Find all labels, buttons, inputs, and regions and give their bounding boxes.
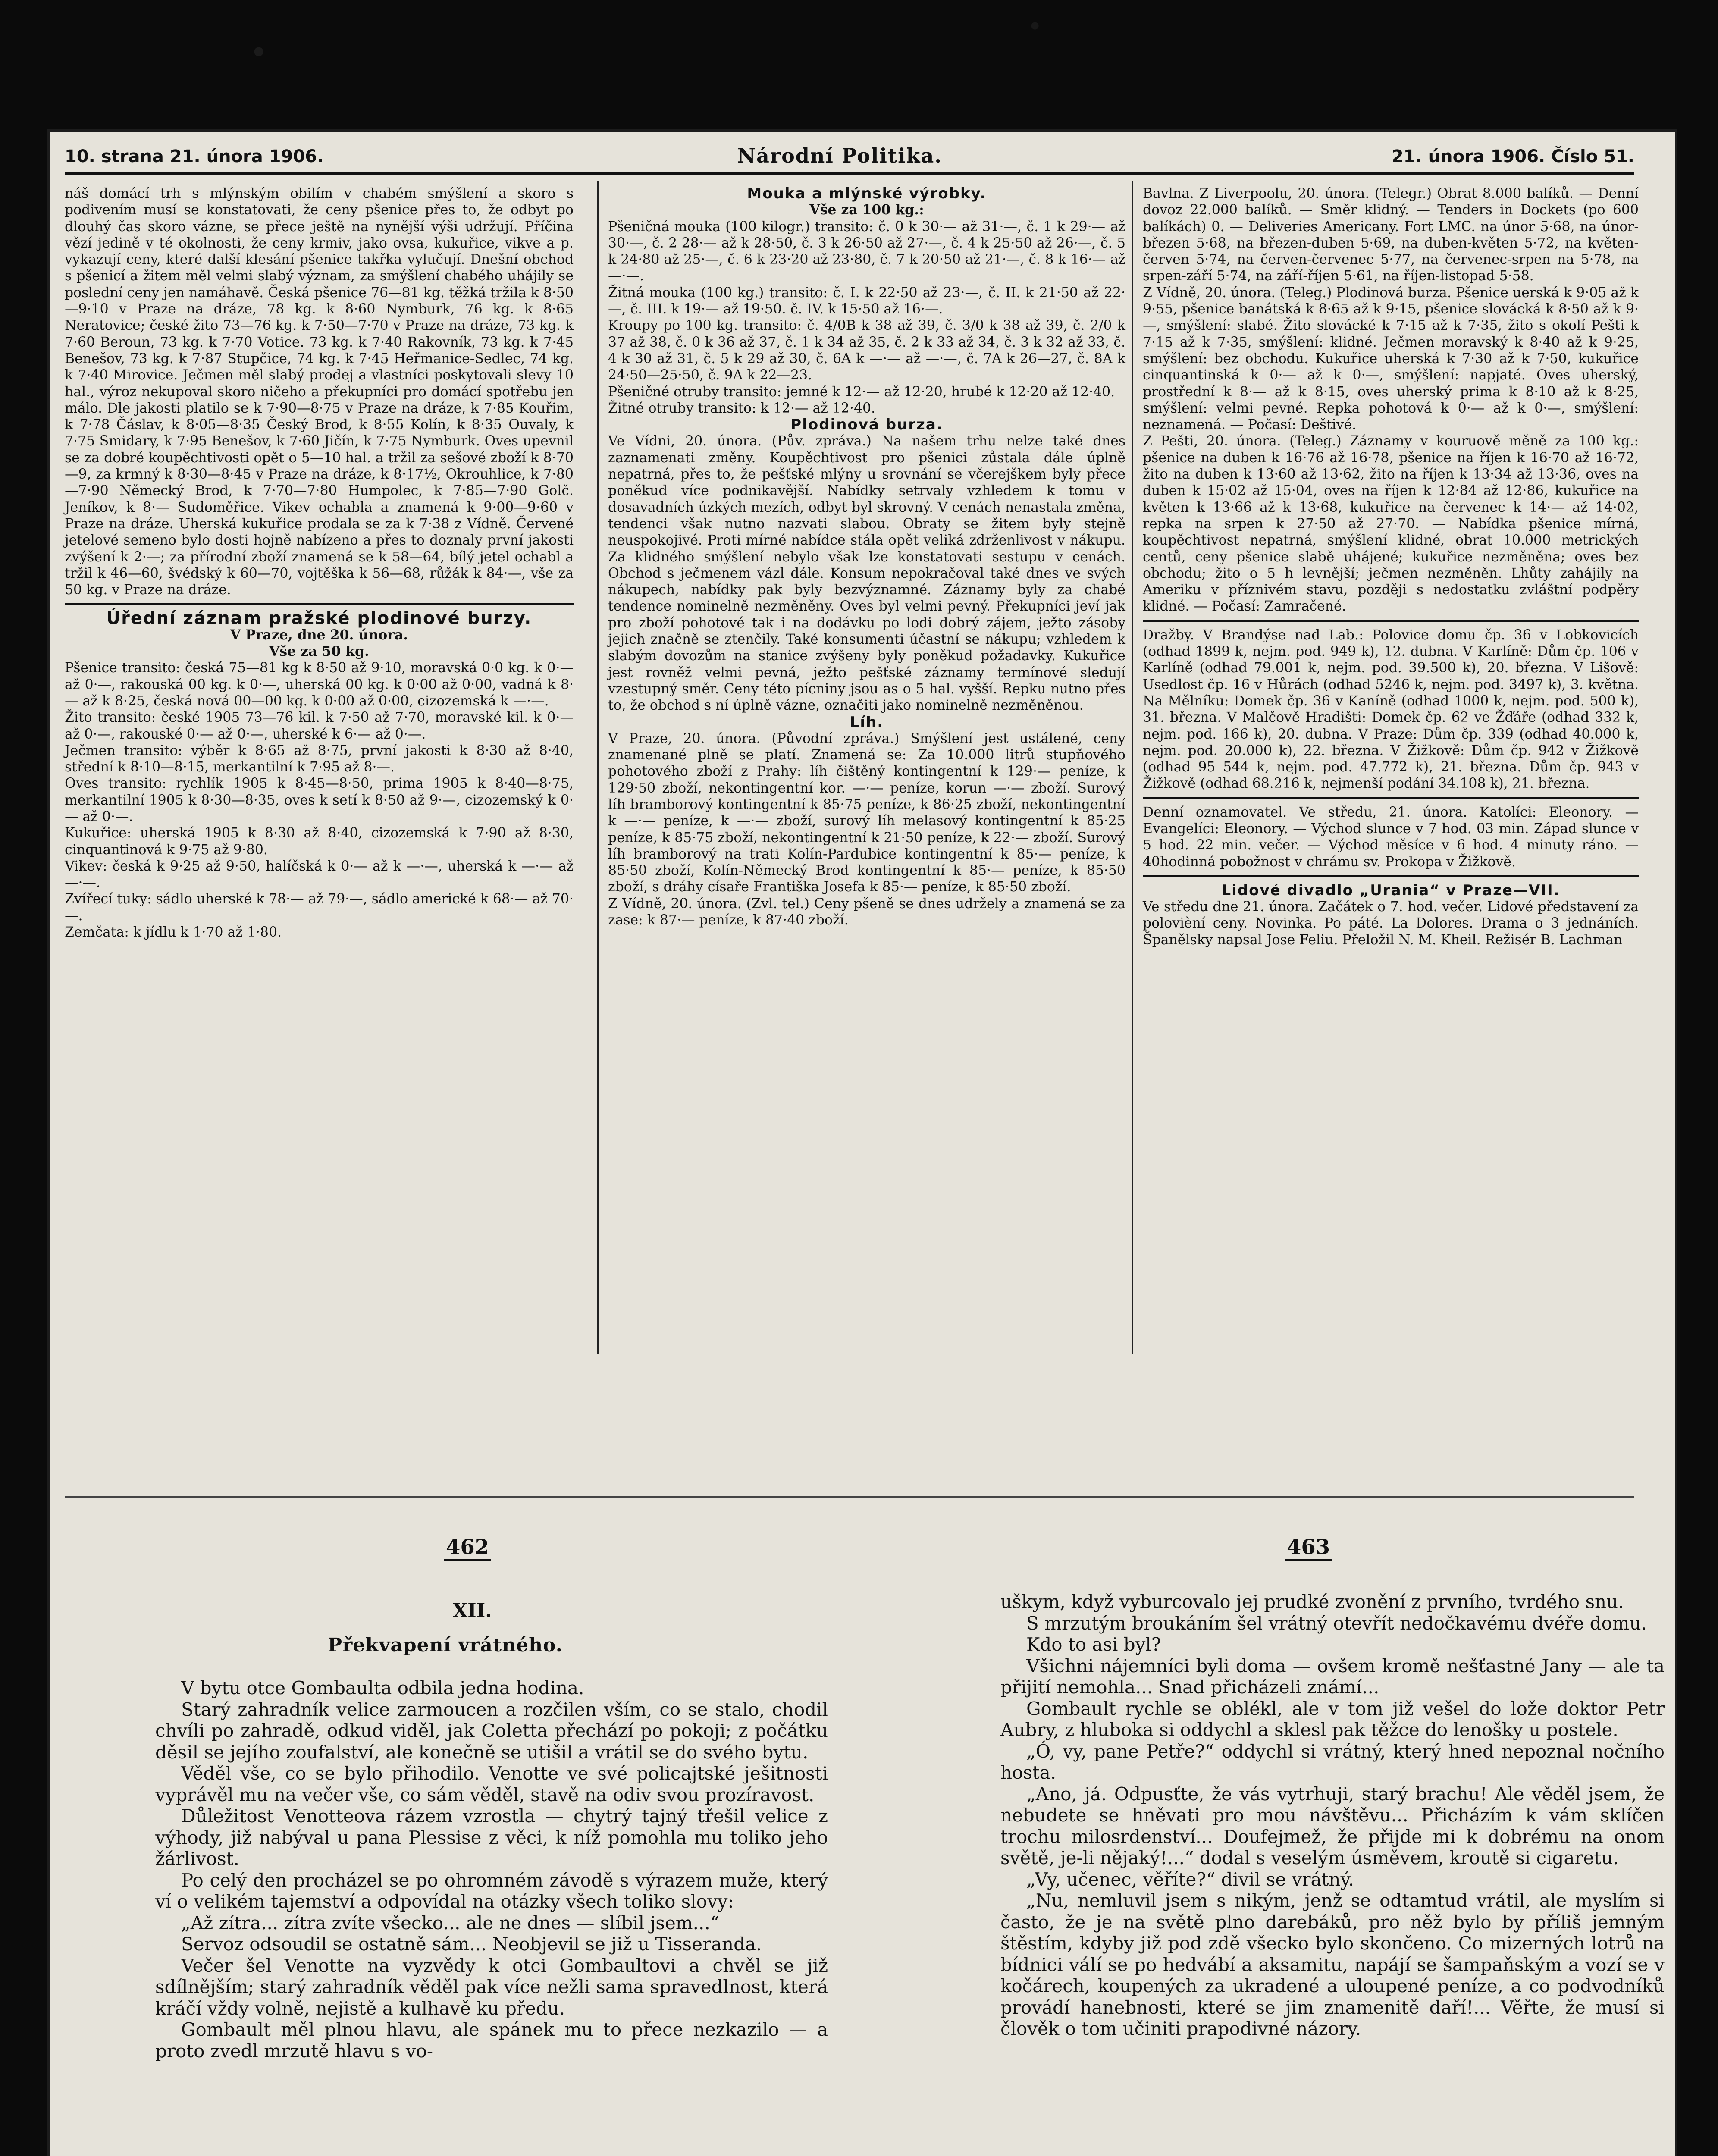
novel-paragraph: Důležitost Venotteova rázem vzrostla — chytrý tajný třešil velice z výhody, již nabýval u pana Plessise z věci, k níž pomohla mu toliko jeho žárlivost. — [155, 1805, 828, 1869]
divider — [1143, 875, 1639, 877]
page-number-right: 463 — [1285, 1535, 1332, 1561]
market-paragraph: Bavlna. Z Liverpoolu, 20. února. (Telegr.) Obrat 8.000 balíků. — Denní dovoz 22.000 balíků. — Směr klidný. — Tenders in Dockets (po 600 balíkách) 0. — Deliveries Americany. Fort LMC. na únor 5·68, na únor-březen 5·68, na březen-duben 5·69, na duben-květen 5·72, na květen-červen 5·74, na červen-červenec 5·77, na červenec-srpen na 5·78, na srpen-září 5·74, na září-říjen 5·61, na říjen-listopad 5·58. — [1143, 186, 1639, 284]
page-header — [65, 144, 1634, 175]
price-paragraph: Žitné otruby transito: k 12·— až 12·40. — [608, 400, 876, 416]
column-rule — [597, 181, 599, 1354]
section-heading: Líh. — [850, 713, 884, 731]
price-paragraph: Pšenice transito: česká 75—81 kg k 8·50 až 9·10, moravská 0·0 kg. k 0·— až 0·—, rakouská 00 kg. k 0·—, uherská 00 kg. k 0·00 až 0·00, vadná k 8·— až k 8·25, česká nová 00—00 kg. k 0·00 až 0·00, cizozemská k —·—. — [65, 660, 574, 709]
price-paragraph: Oves transito: rychlík 1905 k 8·45—8·50, prima 1905 k 8·40—8·75, merkantilní 1905 k 8·30—8·35, oves k setí k 8·50 až 9·—, cizozemský k 0·— až 0·—. — [65, 776, 574, 824]
novel-page-left — [155, 1677, 828, 2062]
masthead: Národní Politika. — [737, 144, 943, 167]
dateline: V Praze, dne 20. února. — [230, 627, 408, 643]
auctions-paragraph: Dražby. V Brandýse nad Lab.: Polovice domu čp. 36 v Lobkovicích (odhad 1899 k, nejm. pod. 949 k), 12. dubna. V Karlíně: Dům čp. 106 v Karlíně (odhad 79.001 k, nejm. pod. 39.500 k), 20. března. V Lišově: Usedlost čp. 16 v Hůrách (odhad 5246 k, nejm. pod. 3497 k), 3. května. Na Mělníku: Domek čp. 36 v Kaníně (odhad 1000 k, nejm. pod. 500 k), 31. března. V Malčově Hradišti: Domek čp. 62 ve Žďáře (odhad 332 k, nejm. pod. 166 k), 20. dubna. V Praze: Dům čp. 339 (odhad 40.000 k, nejm. pod. 20.000 k), 22. března. V Žižkově: Dům čp. 942 v Žižkově (odhad 95 544 k, nejm. pod. 47.772 k), 21. března. Dům čp. 943 v Žižkově (odhad 68.216 k, nejmenší podání 34.108 k), 21. března. — [1143, 627, 1639, 792]
novel-paragraph: Gombault rychle se oblékl, ale v tom již vešel do lože doktor Petr Aubry, z hluboka si oddychl a sklesl pak těžce do lenošky u postele. — [1000, 1698, 1665, 1740]
novel-paragraph: Věděl vše, co se bylo přihodilo. Venotte ve své policajtské ješitnosti vyprávěl mu na večer vše, co sám věděl, stavě na odiv svou prozíravost. — [155, 1763, 828, 1805]
price-paragraph: Žito transito: české 1905 73—76 kil. k 7·50 až 7·70, moravské kil. k 0·— až 0·—, rakouské 0·— až 0·—, uherské k 6·— až 0·—. — [65, 710, 574, 742]
divider — [65, 603, 574, 605]
section-heading: Plodinová burza. — [790, 416, 943, 434]
column-rule — [1132, 181, 1133, 1354]
market-paragraph: V Praze, 20. února. (Původní zpráva.) Smýšlení jest ustálené, ceny znamenané plně se platí. Znamená se: Za 10.000 litrů stupňového pohotového zboží z Prahy: líh čištěný kontingentní k 129·— peníze, k 129·50 zboží, nekontingentní kor. —·— peníze, korun —·— zboží. Surový líh bramborový kontingentní k 85·75 peníze, k 86·25 zboží, nekontingentní k —·— peníze, k —·— zboží, surový líh melasový kontingentní k 85·25 peníze, k 85·75 zboží, nekontingentní k 21·50 peníze, k 22·— zboží. Surový líh bramborový na trati Kolín-Pardubice kontingentní k 85·— peníze, k 85·50 zboží, Kolín-Německý Brod kontingentní k 85·— peníze, k 85·50 zboží, s dráhy císaře Františka Josefa k 85·— peníze, k 85·50 zboží. — [608, 730, 1125, 895]
price-paragraph: Pšeničné otruby transito: jemné k 12·— až 12·20, hrubé k 12·20 až 12·40. — [608, 384, 1115, 400]
unit-note: Vše za 100 kg.: — [809, 202, 924, 218]
novel-paragraph: „Ó, vy, pane Petře?“ oddychl si vrátný, který hned nepoznal nočního hosta. — [1000, 1740, 1665, 1783]
novel-page-right — [1000, 1591, 1665, 2040]
section-heading: Úřední záznam pražské plodinové burzy. — [106, 608, 532, 629]
price-paragraph: Vikev: česká k 9·25 až 9·50, halíčská k 0·— až k —·—, uherská k —·— až —·—. — [65, 858, 574, 891]
column-market-report — [65, 185, 574, 940]
theatre-notice: Ve středu dne 21. února. Začátek o 7. hod. večer. Lidové představení za polovièní ceny. Novinka. Po páté. La Dolores. Drama o 3 jednáních. Španělsky napsal Jose Feliu. Přeložil N. M. Kheil. Režisér B. Lachman — [1143, 899, 1639, 948]
section-heading: Mouka a mlýnské výrobky. — [747, 185, 987, 202]
market-paragraph: Z Vídně, 20. února. (Teleg.) Plodinová burza. Pšenice uerská k 9·05 až k 9·55, pšenice banátská k 8·65 až k 9·15, pšenice slovácká k 8·50 až k 9·—, smýšlení: slabé. Žito slovácké k 7·15 až k 7·35, žito s okolí Pešti k 7·15 až k 7·35, smýšlení: klidné. Ječmen moravský k 8·40 až k 9·25, smýšlení: bez obchodu. Kukuřice uherská k 7·30 až k 7·50, kukuřice cinquantinská k 0·— až k 0·—, smýšlení: napjaté. Oves uherský, prostřední k 8·— až k 8·15, oves uherský prima k 8·10 až k 8·25, smýšlení: velmi pevné. Repka pohotová k 0·— až k 0·—, smýšlení: neznamená. — Počasí: Deštivé. — [1143, 285, 1639, 433]
market-paragraph: náš domácí trh s mlýnským obilím v chabém smýšlení a skoro s podivením musí se konstatovati, že ceny pšenice přes to, že odbyt po dlouhý čas skoro vázne, se přece ještě na nynější výši udržují. Příčina vězí jedině v té okolnosti, že ceny krmiv, jako ovsa, kukuřice, vikve a p. vykazují ceny, které další klesání pšenice takřka vylučují. Dnešní obchod s pšenicí a žitem měl velmi slabý význam, za smýšlení chabého uhájily se poslední ceny jen namáhavě. Česká pšenice 76—81 kg. těžká tržila k 8·50—9·10 v Praze na dráze, 78 kg. k 8·60 Nymburk, 76 kg. k 8·65 Neratovice; české žito 73—76 kg. k 7·50—7·70 v Praze na dráze, 73 kg. k 7·60 Beroun, 73 kg. k 7·70 Votice. 73 kg. k 7·40 Rakovník, 73 kg. k 7·45 Benešov, 73 kg. k 7·87 Stupčice, 74 kg. k 7·45 Heřmanice-Sedlec, 74 kg. k 7·40 Mirovice. Ječmen měl slabý prodej a vlastníci poskytovali slevy 10 hal., výroz nekupoval skoro ničeho a překupníci pro domácí spotřebu jen málo. Dle jakosti platilo se k 7·90—8·75 v Praze na dráze, k 7·85 Kouřim, k 7·78 Čáslav, k 8·05—8·35 Český Brod, k 8·55 Kolín, k 8·35 Ouvaly, k 7·75 Smidary, k 7·95 Benešov, k 7·60 Jičín, k 7·75 Nymburk. Oves upevnil se za dobré koupěchtivosti opět o 5—10 hal. a tržil za sešové zboží k 8·70—9, za krmný k 8·30—8·45 v Praze na dráze, k 8·17½, Okrouhlice, k 7·80—7·90 Německý Brod, k 7·70—7·80 Humpolec, k 7·85—7·90 Golč. Jeníkov, k 8·— Sudoměřice. Vikev ochabla a znamená k 9·00—9·60 v Praze na dráze. Uherská kukuřice prodala se za k 7·38 z Vídně. Červené jetelové semeno bylo dosti hojně nabízeno a přes to doznaly první jakosti zvýšení k 2·—; za přírodní zboží znamená se k 58—64, bílý jetel ochabl a tržil k 46—60, švédský k 60—70, vojtěška k 56—68, růžák k 84·—, vše za 50 kg. v Praze na dráze. — [65, 186, 574, 598]
market-paragraph: Z Pešti, 20. února. (Teleg.) Záznamy v kouruově měně za 100 kg.: pšenice na duben k 16·76 až 16·78, pšenice na říjen k 16·70 až 16·72, žito na duben k 13·60 až 13·62, žito na říjen k 13·34 až 13·36, oves na duben k 15·02 až 15·04, oves na říjen k 12·84 až 12·86, kukuřice na květen k 13·66 až k 13·68, kukuřice na červenec k 14·— až 14·02, repka na srpen k 27·50 až 27·70. — Nabídka pšenice mírná, koupěchtivost nepatrná, smýšlení klidné, obrat 10.000 metrických centů, ceny pšenice slabě uhájené; kukuřice nezměněna; oves bez obchodu; žito o 5 h levnější; ječmen nezměněn. Lhůty zahájily na Ameriku v příznivém stavu, později s nedostatku zvláštní podpěry klidné. — Počasí: Zamračené. — [1143, 433, 1639, 614]
divider — [1143, 620, 1639, 622]
column-flour-exchange — [608, 185, 1125, 928]
price-paragraph: Žitná mouka (100 kg.) transito: č. I. k 22·50 až 23·—, č. II. k 21·50 až 22·—, č. III. k 19·— až 19·50. č. IV. k 15·50 až 16·—. — [608, 285, 1125, 317]
price-paragraph: Zvířecí tuky: sádlo uherské k 78·— až 79·—, sádlo americké k 68·— až 70·—. — [65, 891, 574, 924]
chapter-title: Překvapení vrátného. — [328, 1634, 563, 1656]
novel-paragraph: uškym, když vyburcovalo jej prudké zvonění z prvního, tvrdého snu. — [1000, 1591, 1624, 1612]
section-heading: Lidové divadlo „Urania“ v Praze—VII. — [1221, 881, 1560, 899]
column-foreign-markets — [1143, 185, 1639, 948]
novel-paragraph: Večer šel Venotte na vyzvědy k otci Gombaultovi a chvěl se již sdílnějším; starý zahradník věděl pak více nežli sama spravedlnost, která kráčí vždy volně, nejistě a kulhavě ku předu. — [155, 1955, 828, 2019]
daily-notice: Denní oznamovatel. Ve středu, 21. února. Katolíci: Eleonory. — Evangelíci: Eleonory. — Východ slunce v 7 hod. 03 min. Západ slunce v 5 hod. 22 min. večer. — Východ měsíce v 6 hod. 4 minuty ráno. — 40hodinná pobožnost v chrámu sv. Prokopa v Žižkově. — [1143, 804, 1639, 870]
novel-paragraph: „Až zítra... zítra zvíte všecko... ale ne dnes — slíbil jsem...“ — [181, 1912, 720, 1934]
price-paragraph: Kroupy po 100 kg. transito: č. 4/0B k 38 až 39, č. 3/0 k 38 až 39, č. 2/0 k 37 až 38, č. 0 k 36 až 37, č. 1 k 34 až 35, č. 2 k 33 až 34, č. 3 k 32 až 33, č. 4 k 30 až 31, č. 5 k 29 až 30, č. 6A k —·— až —·—, č. 7A k 26—27, č. 8A k 24·50—25·50, č. 9A k 22—23. — [608, 318, 1125, 383]
scan-border-top — [0, 0, 1718, 129]
novel-paragraph: Po celý den procházel se po ohromném závodě s výrazem muže, který ví o velikém tajemství a odpovídal na otázky všech toliko slovy: — [155, 1869, 828, 1912]
novel-paragraph: „Nu, nemluvil jsem s nikým, jenž se odtamtud vrátil, ale myslím si často, že je na světě plno darebáků, pro něž bylo by příliš jemným štěstím, kdyby již pod zdě všecko bylo skončeno. Co mizerných lotrů na bídnici válí se po hedvábí a aksamitu, napájí se šampaňským a vozí se v kočárech, koupených za ukradené a uloupené peníze, a co podvodníků provádí hanebnosti, které se jim znamenitě daří!... Věřte, že musí si člověk o tom učiniti prapodivné názory. — [1000, 1890, 1665, 2039]
divider — [1143, 797, 1639, 799]
market-paragraph: Ve Vídni, 20. února. (Pův. zpráva.) Na našem trhu nelze také dnes zaznamenati změny. Koupěchtivost pro pšenici zůstala dále úplně nepatrná, přes to, že pešťské mlýny u srovnání se včerejškem byly přece poněkud více podnikavější. Nabídky setrvaly vzhledem k tomu v dosavadních úzkých mezích, odbyt byl skrovný. V cenách nenastala změna, tendenci však nutno nazvati slabou. Obraty se žitem byly stejně neuspokojivé. Proti mírné nabídce stála opět veliká zdrženlivost v nákupu. Za klidného smýšlení nebylo však lze konstatovati sestupu v cenách. Obchod s ječmenem vázl dále. Konsum nepokračoval také dnes ve svých nákupech, nabídky pak byly bezvýznamné. Záznamy byly za chabé tendence nominelně nezměněny. Oves byl velmi pevný. Překupníci jeví jak pro zboží pohotové tak i na dodávku po lodi dobrý zájem, ježto zásoby jejich značně se ztenčily. Také konsumenti účastní se nákupu; vzhledem k slabým dovozům na stanice zvýšeny byly poněkud požadavky. Kukuřice jest rovněž velmi pevná, ježto pešťské záznamy termínové sledují vzestupný směr. Ceny této pícniny jsou as o 5 hal. vyšší. Repku nutno přes to, že obchod s ní úplně vázne, označiti jako nominelně nezměněnou. — [608, 433, 1125, 714]
novel-paragraph: „Ano, já. Odpusťte, že vás vytrhuji, starý brachu! Ale věděl jsem, že nebudete se hněvati pro mou návštěvu... Přicházím k vám sklíčen trochu milosrdenství... Doufejmež, že přijde mi k dobrému na onom světě, je-li nějaký!...“ dodal s veselým úsměvem, kroutě si cigaretu. — [1000, 1783, 1665, 1868]
feuilleton-divider — [65, 1496, 1634, 1498]
novel-paragraph: Servoz odsoudil se ostatně sám... Neobjevil se již u Tisseranda. — [181, 1934, 762, 1955]
header-left: 10. strana 21. února 1906. — [65, 147, 324, 166]
price-paragraph: Kukuřice: uherská 1905 k 8·30 až 8·40, cizozemská k 7·90 až 8·30, cinquantinová k 9·75 až 9·80. — [65, 825, 574, 858]
market-paragraph: Z Vídně, 20. února. (Zvl. tel.) Ceny pšeně se dnes udržely a znamená se za zase: k 87·— peníze, k 87·40 zboží. — [608, 896, 1125, 928]
header-right: 21. února 1906. Číslo 51. — [1391, 147, 1634, 166]
novel-paragraph: S mrzutým broukáním šel vrátný otevřít nedočkavému dvéře domu. — [1026, 1612, 1647, 1634]
chapter-number: XII. — [453, 1600, 492, 1622]
novel-paragraph: Všichni nájemníci byli doma — ovšem kromě nešťastné Jany — ale ta přijití nemohla... Snad přicházeli známí... — [1000, 1655, 1665, 1698]
price-paragraph: Pšeničná mouka (100 kilogr.) transito: č. 0 k 30·— až 31·—, č. 1 k 29·— až 30·—, č. 2 28·— až k 28·50, č. 3 k 26·50 až 27·—, č. 4 k 25·50 až 26·—, č. 5 k 24·80 až 25·—, č. 6 k 23·20 až 23·80, č. 7 k 20·50 až 21·—, č. 8 k 16·— až —·—. — [608, 219, 1125, 284]
novel-paragraph: Gombault měl plnou hlavu, ale spánek mu to přece nezkazilo — a proto zvedl mrzutě hlavu s vo- — [155, 2019, 828, 2062]
novel-paragraph: „Vy, učenec, věříte?“ divil se vrátný. — [1026, 1868, 1354, 1890]
price-paragraph: Ječmen transito: výběr k 8·65 až 8·75, první jakosti k 8·30 až 8·40, střední k 8·10—8·15, merkantilní k 7·95 až 8·—. — [65, 743, 574, 775]
novel-paragraph: Kdo to asi byl? — [1026, 1634, 1161, 1655]
price-paragraph: Zemčata: k jídlu k 1·70 až 1·80. — [65, 924, 282, 940]
page-number-left: 462 — [444, 1535, 491, 1561]
unit-note: Vše za 50 kg. — [269, 643, 370, 660]
novel-paragraph: V bytu otce Gombaulta odbila jedna hodina. — [181, 1677, 584, 1698]
novel-paragraph: Starý zahradník velice zarmoucen a rozčilen vším, co se stalo, chodil chvíli po zahradě, odkud viděl, jak Coletta přechází po pokoji; z počátku děsil se jejího zoufalství, ale konečně se utišil a vrátil se do svého bytu. — [155, 1698, 828, 1763]
